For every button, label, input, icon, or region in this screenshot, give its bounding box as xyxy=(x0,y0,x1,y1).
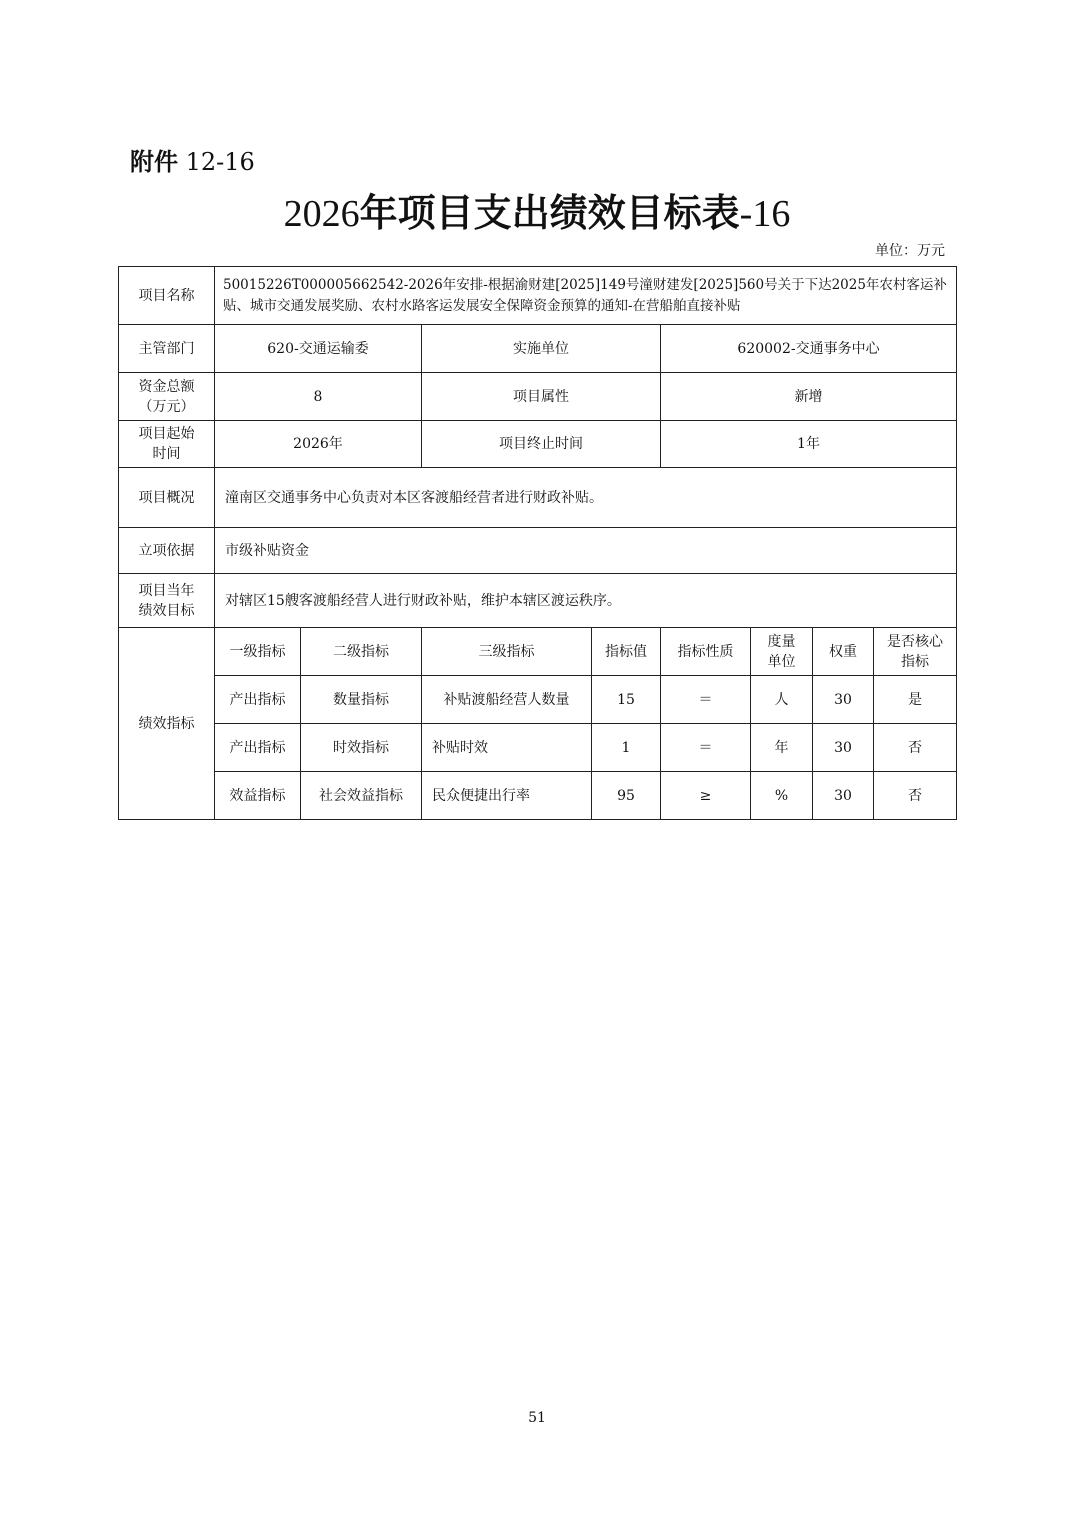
indicator-row xyxy=(119,676,957,724)
row-fund xyxy=(119,373,957,421)
indicator-unit: % xyxy=(751,772,813,820)
indicator-value: 15 xyxy=(592,676,661,724)
overview-label: 项目概况 xyxy=(119,468,215,528)
overview-value: 潼南区交通事务中心负责对本区客渡船经营者进行财政补贴。 xyxy=(215,468,957,528)
header-value: 指标值 xyxy=(592,628,661,676)
indicator-weight: 30 xyxy=(813,676,874,724)
indicator-level2: 社会效益指标 xyxy=(301,772,422,820)
page-title xyxy=(0,188,1074,239)
indicator-unit: 年 xyxy=(751,724,813,772)
header-level1: 一级指标 xyxy=(215,628,301,676)
attachment-word: 附件 xyxy=(130,148,178,176)
indicator-level1: 产出指标 xyxy=(215,724,301,772)
indicator-nature: ＝ xyxy=(661,724,751,772)
indicator-level1: 产出指标 xyxy=(215,676,301,724)
header-nature: 指标性质 xyxy=(661,628,751,676)
indicator-level3: 补贴渡船经营人数量 xyxy=(422,676,592,724)
row-department xyxy=(119,325,957,373)
indicator-core: 否 xyxy=(874,724,957,772)
title-suffix: -16 xyxy=(739,193,791,235)
indicator-nature: ≥ xyxy=(661,772,751,820)
header-weight: 权重 xyxy=(813,628,874,676)
row-goal xyxy=(119,574,957,628)
project-name-label: 项目名称 xyxy=(119,267,215,325)
row-time xyxy=(119,421,957,468)
dept-value: 620-交通运输委 xyxy=(215,325,422,373)
fund-value: 8 xyxy=(215,373,422,421)
goal-label: 项目当年绩效目标 xyxy=(119,574,215,628)
title-text: 年项目支出绩效目标表 xyxy=(359,190,740,235)
impl-label: 实施单位 xyxy=(422,325,661,373)
indicator-row xyxy=(119,772,957,820)
fund-label: 资金总额（万元） xyxy=(119,373,215,421)
title-year: 2026 xyxy=(283,193,360,235)
attr-value: 新增 xyxy=(661,373,957,421)
page-number: 51 xyxy=(528,1410,546,1426)
end-value: 1年 xyxy=(661,421,957,468)
indicator-level2: 时效指标 xyxy=(301,724,422,772)
basis-value: 市级补贴资金 xyxy=(215,528,957,574)
indicators-label: 绩效指标 xyxy=(119,628,215,820)
unit-label: 单位：万元 xyxy=(875,243,945,259)
impl-value: 620002-交通事务中心 xyxy=(661,325,957,373)
row-project-name xyxy=(119,267,957,325)
end-label: 项目终止时间 xyxy=(422,421,661,468)
indicator-core: 否 xyxy=(874,772,957,820)
basis-label: 立项依据 xyxy=(119,528,215,574)
header-core: 是否核心指标 xyxy=(874,628,957,676)
performance-table xyxy=(118,266,957,820)
row-basis xyxy=(119,528,957,574)
indicator-weight: 30 xyxy=(813,724,874,772)
indicator-core: 是 xyxy=(874,676,957,724)
indicator-weight: 30 xyxy=(813,772,874,820)
indicator-row xyxy=(119,724,957,772)
header-level3: 三级指标 xyxy=(422,628,592,676)
indicator-value: 95 xyxy=(592,772,661,820)
indicator-level3: 补贴时效 xyxy=(422,724,592,772)
indicator-unit: 人 xyxy=(751,676,813,724)
attachment-number: 12-16 xyxy=(185,148,255,176)
project-name-value: 50015226T000005662542-2026年安排-根据渝财建[2025]149号潼财建发[2025]560号关于下达2025年农村客运补贴、城市交通发展奖励、农村水路客运发展安全保障资金预算的通知-在营船舶直接补贴 xyxy=(215,267,957,325)
indicator-value: 1 xyxy=(592,724,661,772)
attr-label: 项目属性 xyxy=(422,373,661,421)
indicator-level2: 数量指标 xyxy=(301,676,422,724)
indicator-level3: 民众便捷出行率 xyxy=(422,772,592,820)
start-value: 2026年 xyxy=(215,421,422,468)
row-overview xyxy=(119,468,957,528)
dept-label: 主管部门 xyxy=(119,325,215,373)
indicator-nature: ＝ xyxy=(661,676,751,724)
attachment-label xyxy=(130,144,255,180)
header-level2: 二级指标 xyxy=(301,628,422,676)
indicator-level1: 效益指标 xyxy=(215,772,301,820)
goal-value: 对辖区15艘客渡船经营人进行财政补贴，维护本辖区渡运秩序。 xyxy=(215,574,957,628)
indicator-header-row xyxy=(119,628,957,676)
start-label: 项目起始时间 xyxy=(119,421,215,468)
header-unit: 度量单位 xyxy=(751,628,813,676)
